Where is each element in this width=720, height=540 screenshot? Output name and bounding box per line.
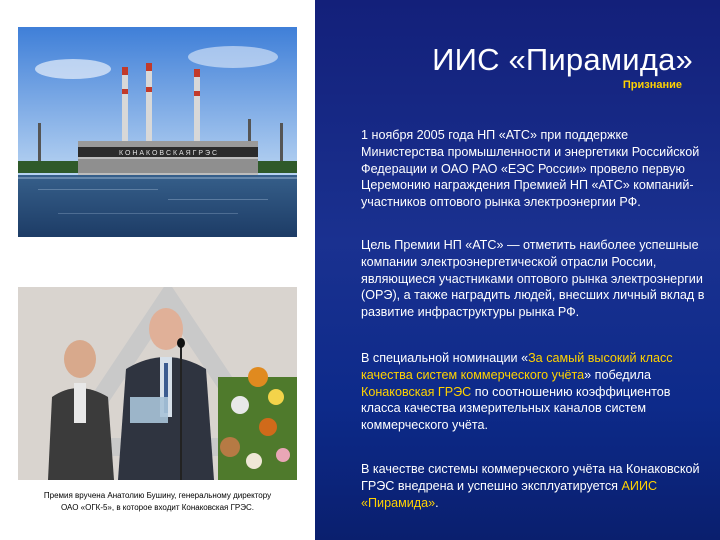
- nomination-text-1: В специальной номинации «: [361, 351, 529, 365]
- caption-line-2: ОАО «ОГК-5», в которое входит Конаковская ГРЭС.: [61, 503, 254, 512]
- photo-caption: [18, 490, 297, 514]
- power-station-photo: [18, 27, 297, 237]
- paragraph-nomination: [361, 350, 706, 434]
- nomination-text-3: по соотношению коэффициентов класса качества измерительных каналов систем коммерческого учёта.: [361, 384, 671, 433]
- system-name: АИИС «Пирамида»: [361, 478, 658, 510]
- award-ceremony-photo: [18, 287, 297, 480]
- paragraph-system: [361, 461, 706, 511]
- paragraph-goal: Цель Премии НП «АТС» — отметить наиболее успешные компании электроэнергетической отрасли России, являющиеся участниками оптового рынка электроэнергии (ОРЭ), а также наградить людей, внесших личный вклад в развитие инфраструктуры рынка РФ.: [361, 238, 705, 320]
- power-station-sign: К О Н А К О В С К А Я Г Р Э С: [118, 150, 218, 157]
- winner-name: Конаковская ГРЭС: [361, 384, 472, 399]
- nomination-title: За самый высокий класс качества систем коммерческого учёта: [361, 351, 673, 382]
- nomination-text-2: » победила: [584, 367, 652, 382]
- page-title: ИИС «Пирамида»: [432, 42, 693, 77]
- paragraph-ceremony: 1 ноября 2005 года НП «АТС» при поддержке Министерства промышленности и энергетики Российской Федерации и ОАО РАО «ЕЭС России» провело первую Церемонию награждения Премией НП «АТС» компаний-участников оптового рынка электроэнергии РФ.: [361, 128, 700, 210]
- caption-line-1: Премия вручена Анатолию Бушину, генеральному директору: [43, 491, 272, 500]
- page-subtitle: Признание: [622, 79, 682, 91]
- system-text-1: В качестве системы коммерческого учёта на Конаковской ГРЭС внедрена и успешно эксплуатируется: [361, 462, 700, 493]
- system-text-2: .: [435, 495, 439, 510]
